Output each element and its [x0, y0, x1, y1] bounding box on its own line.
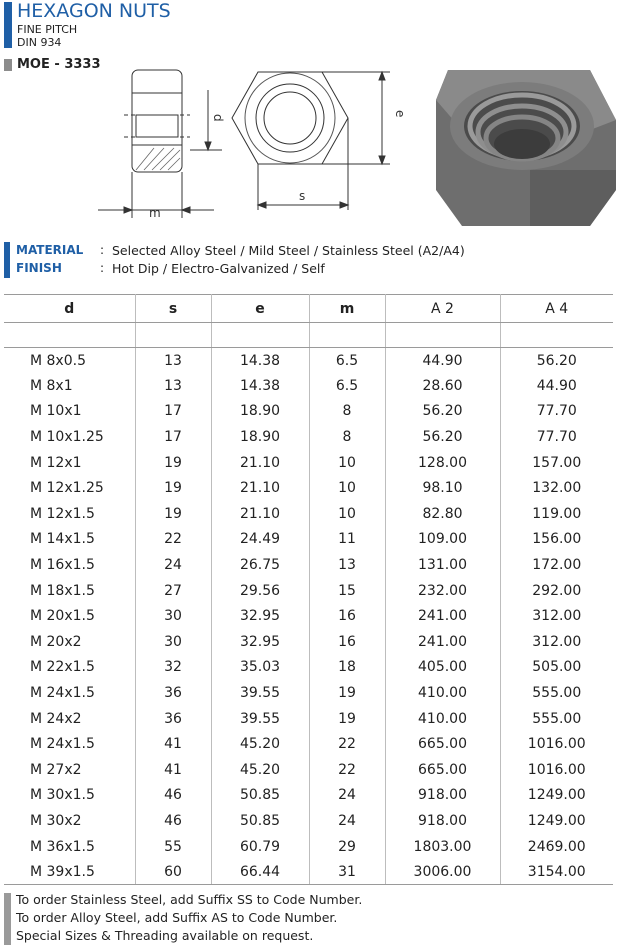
title-accent-bar — [4, 2, 12, 48]
cell-e: 18.90 — [211, 399, 309, 425]
cell-s: 19 — [135, 501, 211, 527]
cell-m: 10 — [309, 501, 385, 527]
label-d: d — [211, 114, 225, 122]
table-row — [4, 706, 613, 732]
cell-a4: 132.00 — [532, 480, 582, 497]
side-view-drawing — [98, 70, 222, 218]
cell-m: 31 — [309, 859, 385, 885]
material-colon: : — [100, 243, 105, 257]
cell-d: M 10x1.25 — [4, 424, 135, 450]
cell-e: 21.10 — [211, 501, 309, 527]
cell-a2: 918.00 — [385, 808, 500, 834]
cell-e: 21.10 — [211, 475, 309, 501]
cell-e: 14.38 — [211, 348, 309, 374]
cell-a2: 131.00 — [385, 552, 500, 578]
cell-s: 30 — [135, 603, 211, 629]
product-code: MOE - 3333 — [17, 57, 101, 72]
page-title: HEXAGON NUTS — [17, 0, 171, 22]
cell-m: 24 — [309, 808, 385, 834]
cell-e: 24.49 — [211, 527, 309, 553]
cell-a2: 665.00 — [385, 731, 500, 757]
cell-a2: 232.00 — [385, 578, 500, 604]
cell-m: 11 — [309, 527, 385, 553]
subtitle-pitch: FINE PITCH — [17, 23, 78, 36]
cell-s: 46 — [135, 783, 211, 809]
cell-d: M 30x2 — [4, 808, 135, 834]
cell-a4: 3154.00 — [500, 859, 613, 885]
label-m: m — [149, 206, 161, 220]
cell-a2: 109.00 — [385, 527, 500, 553]
cell-a4: 1016.00 — [527, 761, 586, 778]
spec-accent-bar — [4, 242, 10, 278]
table-row — [4, 373, 613, 399]
subtitle-standard: DIN 934 — [17, 36, 62, 49]
cell-e: 32.95 — [211, 629, 309, 655]
spec-block — [4, 242, 624, 278]
cell-m: 16 — [309, 629, 385, 655]
cell-a2: 405.00 — [385, 655, 500, 681]
cell-a2: 56.20 — [385, 399, 500, 425]
cell-s: 36 — [135, 706, 211, 732]
cell-a2: 241.00 — [385, 603, 500, 629]
cell-e: 39.55 — [211, 706, 309, 732]
cell-s: 24 — [135, 552, 211, 578]
cell-a2: 410.00 — [385, 706, 500, 732]
cell-s: 13 — [135, 373, 211, 399]
table-row — [4, 834, 613, 860]
cell-e: 18.90 — [211, 424, 309, 450]
cell-s: 27 — [135, 578, 211, 604]
label-e: e — [393, 110, 407, 118]
cell-m: 15 — [309, 578, 385, 604]
cell-m: 29 — [309, 834, 385, 860]
cell-d: M 8x0.5 — [4, 348, 135, 374]
cell-d: M 24x2 — [4, 706, 135, 732]
table-row — [4, 475, 613, 501]
table-row — [4, 629, 613, 655]
note-alloy: To order Alloy Steel, add Suffix AS to Code Number. — [16, 910, 338, 925]
label-s: s — [299, 189, 306, 203]
finish-value: Hot Dip / Electro-Galvanized / Self — [112, 261, 325, 276]
cell-s: 36 — [135, 680, 211, 706]
cell-a2: 410.00 — [385, 680, 500, 706]
cell-a4: 119.00 — [532, 505, 582, 522]
table-row — [4, 859, 613, 885]
cell-a2: 44.90 — [385, 348, 500, 374]
cell-a4: 312.00 — [532, 608, 582, 625]
note-special: Special Sizes & Threading available on request. — [16, 928, 314, 943]
technical-drawings — [90, 60, 630, 230]
table-row — [4, 527, 613, 553]
cell-a4: 1249.00 — [527, 787, 586, 804]
cell-m: 19 — [309, 680, 385, 706]
cell-d: M 20x2 — [4, 629, 135, 655]
table-row — [4, 757, 613, 783]
table-row — [4, 424, 613, 450]
cell-s: 32 — [135, 655, 211, 681]
cell-a4: 505.00 — [532, 659, 582, 676]
cell-a2: 665.00 — [385, 757, 500, 783]
cell-e: 29.56 — [211, 578, 309, 604]
cell-d: M 16x1.5 — [4, 552, 135, 578]
cell-a4: 312.00 — [532, 633, 582, 650]
cell-a4: 77.70 — [536, 403, 577, 420]
cell-d: M 12x1.25 — [4, 475, 135, 501]
cell-d: M 24x1.5 — [4, 731, 135, 757]
code-marker — [4, 59, 12, 71]
header-m: m — [309, 295, 385, 323]
cell-e: 45.20 — [211, 757, 309, 783]
cell-s: 17 — [135, 399, 211, 425]
table-spacer-row — [4, 323, 613, 348]
cell-m: 10 — [309, 475, 385, 501]
table-row — [4, 680, 613, 706]
cell-a2: 128.00 — [385, 450, 500, 476]
cell-a2: 1803.00 — [385, 834, 500, 860]
cell-d: M 20x1.5 — [4, 603, 135, 629]
cell-s: 22 — [135, 527, 211, 553]
cell-e: 35.03 — [211, 655, 309, 681]
material-value: Selected Alloy Steel / Mild Steel / Stainless Steel (A2/A4) — [112, 243, 465, 258]
front-view-drawing — [232, 72, 390, 210]
nut-3d-image — [436, 70, 616, 226]
header-a4: A 4 — [500, 295, 613, 323]
header-d: d — [4, 295, 135, 323]
finish-label: FINISH — [16, 261, 62, 275]
cell-d: M 14x1.5 — [4, 527, 135, 553]
cell-d: M 8x1 — [4, 373, 135, 399]
table-row — [4, 348, 613, 374]
cell-a4: 157.00 — [532, 454, 582, 471]
cell-e: 45.20 — [211, 731, 309, 757]
cell-e: 50.85 — [211, 783, 309, 809]
finish-colon: : — [100, 261, 105, 275]
cell-a2: 98.10 — [385, 475, 500, 501]
table-row — [4, 603, 613, 629]
cell-a2: 28.60 — [385, 373, 500, 399]
cell-d: M 18x1.5 — [4, 578, 135, 604]
cell-a4: 1249.00 — [527, 812, 586, 829]
cell-d: M 22x1.5 — [4, 655, 135, 681]
table-row — [4, 399, 613, 425]
cell-a2: 3006.00 — [385, 859, 500, 885]
cell-m: 13 — [309, 552, 385, 578]
cell-e: 60.79 — [211, 834, 309, 860]
cell-s: 41 — [135, 757, 211, 783]
header-e: e — [211, 295, 309, 323]
notes-accent-bar — [4, 893, 11, 945]
cell-m: 16 — [309, 603, 385, 629]
cell-e: 21.10 — [211, 450, 309, 476]
cell-e: 26.75 — [211, 552, 309, 578]
cell-a4: 56.20 — [536, 352, 577, 369]
cell-d: M 36x1.5 — [4, 834, 135, 860]
cell-e: 14.38 — [211, 373, 309, 399]
cell-d: M 27x2 — [4, 757, 135, 783]
cell-e: 32.95 — [211, 603, 309, 629]
cell-m: 19 — [309, 706, 385, 732]
cell-e: 39.55 — [211, 680, 309, 706]
cell-s: 30 — [135, 629, 211, 655]
cell-m: 6.5 — [309, 348, 385, 374]
cell-s: 17 — [135, 424, 211, 450]
cell-d: M 39x1.5 — [4, 859, 135, 885]
cell-e: 50.85 — [211, 808, 309, 834]
cell-s: 19 — [135, 450, 211, 476]
cell-d: M 10x1 — [4, 399, 135, 425]
table-row — [4, 655, 613, 681]
cell-e: 66.44 — [211, 859, 309, 885]
cell-m: 6.5 — [309, 373, 385, 399]
table-row — [4, 578, 613, 604]
cell-a4: 156.00 — [532, 531, 582, 548]
table-row — [4, 731, 613, 757]
cell-a4: 292.00 — [532, 582, 582, 599]
cell-d: M 12x1 — [4, 450, 135, 476]
table-header-row — [4, 295, 613, 323]
cell-d: M 30x1.5 — [4, 783, 135, 809]
cell-s: 60 — [135, 859, 211, 885]
cell-m: 22 — [309, 757, 385, 783]
table-row — [4, 783, 613, 809]
cell-m: 18 — [309, 655, 385, 681]
cell-m: 10 — [309, 450, 385, 476]
cell-m: 24 — [309, 783, 385, 809]
cell-s: 41 — [135, 731, 211, 757]
cell-m: 8 — [309, 424, 385, 450]
cell-a4: 44.90 — [536, 377, 577, 394]
cell-a2: 82.80 — [385, 501, 500, 527]
cell-a4: 555.00 — [532, 685, 582, 702]
table-row — [4, 450, 613, 476]
cell-m: 8 — [309, 399, 385, 425]
order-notes — [4, 891, 624, 946]
table-row — [4, 808, 613, 834]
cell-s: 55 — [135, 834, 211, 860]
cell-a2: 56.20 — [385, 424, 500, 450]
cell-d: M 24x1.5 — [4, 680, 135, 706]
table-row — [4, 501, 613, 527]
cell-a4: 555.00 — [532, 710, 582, 727]
cell-s: 13 — [135, 348, 211, 374]
table-row — [4, 552, 613, 578]
note-stainless: To order Stainless Steel, add Suffix SS to Code Number. — [16, 892, 363, 907]
cell-m: 22 — [309, 731, 385, 757]
header-a2: A 2 — [385, 295, 500, 323]
cell-s: 19 — [135, 475, 211, 501]
cell-a4: 172.00 — [532, 557, 582, 574]
cell-d: M 12x1.5 — [4, 501, 135, 527]
cell-a2: 241.00 — [385, 629, 500, 655]
cell-a4: 77.70 — [536, 429, 577, 446]
material-label: MATERIAL — [16, 243, 84, 257]
dimensions-table — [4, 294, 613, 885]
cell-a4: 2469.00 — [527, 838, 586, 855]
cell-a4: 1016.00 — [527, 736, 586, 753]
header-s: s — [135, 295, 211, 323]
cell-s: 46 — [135, 808, 211, 834]
cell-a2: 918.00 — [385, 783, 500, 809]
